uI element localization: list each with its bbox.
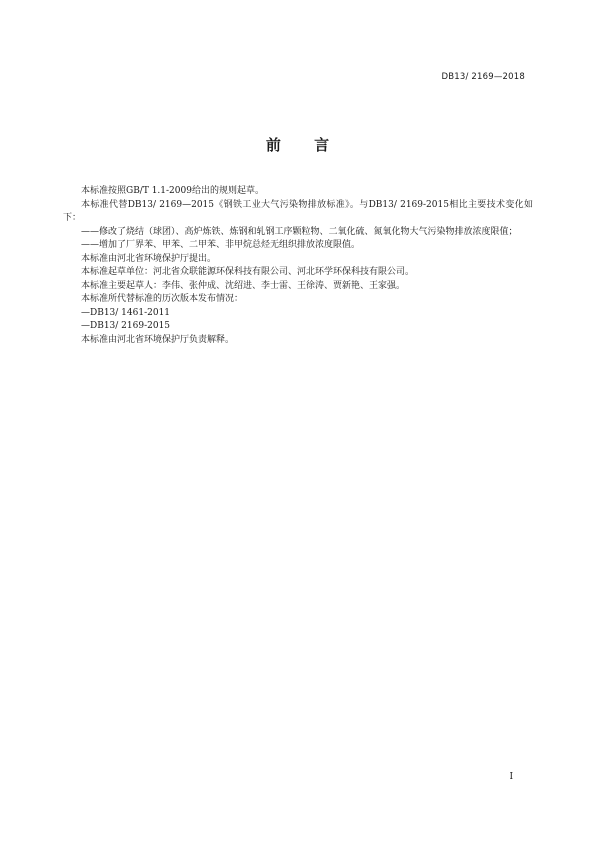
page-number: I xyxy=(509,772,513,782)
paragraph-history-intro: 本标准所代替标准的历次版本发布情况： xyxy=(81,294,244,304)
paragraph-proposer: 本标准由河北省环境保护厅提出。 xyxy=(81,253,217,264)
paragraph-interpretation: 本标准由河北省环境保护厅负责解释。 xyxy=(81,334,235,345)
document-code: DB13/ 2169—2018 xyxy=(441,72,525,82)
paragraph-replacement: 本标准代替DB13/ 2169—2015《钢铁工业大气污染物排放标准》。与DB13/ 2169-2015相比主要技术变化如下： xyxy=(63,199,533,223)
paragraph-drafters: 本标准主要起草人：李伟、张仲成、沈绍进、李士雷、王徐涛、贾新艳、王家强。 xyxy=(81,280,406,291)
paragraph-change-2: ——增加了厂界苯、甲苯、二甲苯、非甲烷总烃无组织排放浓度限值。 xyxy=(81,240,361,250)
paragraph-history-2011: —DB13/ 1461-2011 xyxy=(81,307,171,318)
paragraph-change-1: ——修改了烧结（球团）、高炉炼铁、炼钢和轧钢工序颗粒物、二氧化硫、氮氧化物大气污染物排放浓度限值； xyxy=(81,226,518,237)
foreword-body xyxy=(63,185,533,347)
paragraph-drafting-units: 本标准起草单位：河北省众联能源环保科技有限公司、河北环学环保科技有限公司。 xyxy=(81,267,415,277)
page-title: 前 言 xyxy=(265,136,344,154)
paragraph-drafting-rules: 本标准按照GB/T 1.1-2009给出的规则起草。 xyxy=(81,186,264,196)
paragraph-history-2015: —DB13/ 2169-2015 xyxy=(81,321,171,331)
